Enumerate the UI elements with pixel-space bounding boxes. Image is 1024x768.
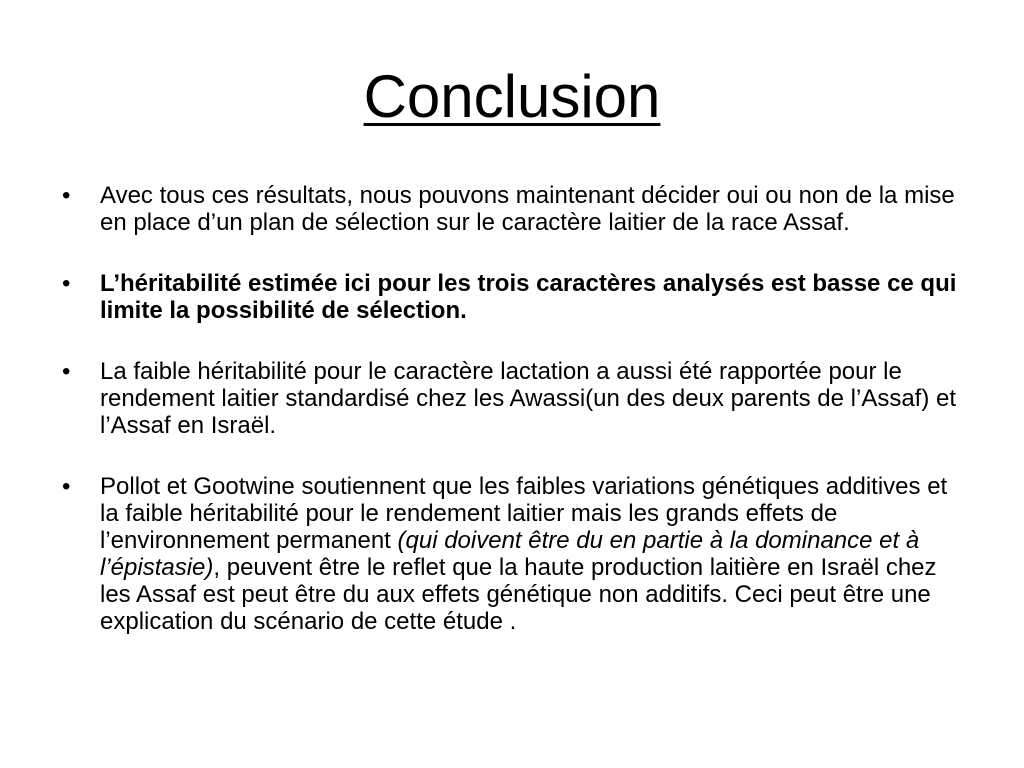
bullet-text: L’héritabilité estimée ici pour les trois caractères analysés est basse ce qui limite la possibilité de sélection. bbox=[100, 270, 957, 324]
bullet-text: Avec tous ces résultats, nous pouvons maintenant décider oui ou non de la mise en place d’un plan de sélection sur le caractère laitier de la race Assaf. bbox=[100, 182, 955, 236]
bullet-item bbox=[62, 182, 962, 236]
bullet-item bbox=[62, 358, 962, 439]
bullet-item bbox=[62, 473, 962, 635]
bullet-text-part: , peuvent être le reflet que la haute production laitière en Israël chez les Assaf est peut être du aux effets génétique non additifs. Ceci peut être une explication du scénario de cette étude . bbox=[100, 554, 937, 635]
bullet-item bbox=[62, 270, 962, 324]
bullet-icon: • bbox=[62, 182, 71, 209]
bullet-text bbox=[100, 473, 947, 635]
bullet-text-part: Pollot et Gootwine soutiennent que les faibles variations génétiques additives et la faible héritabilité pour le rendement laitier mais les grands effets de l’environnement permanent bbox=[100, 473, 948, 554]
slide-title: Conclusion bbox=[363, 63, 661, 130]
bullet-text-italic: (qui doivent être du en partie à la dominance et à l’épistasie) bbox=[100, 527, 920, 581]
bullet-icon: • bbox=[62, 358, 71, 385]
bullet-list bbox=[62, 182, 962, 669]
bullet-text: La faible héritabilité pour le caractère lactation a aussi été rapportée pour le rendement laitier standardisé chez les Awassi(un des deux parents de l’Assaf) et l’Assaf en Israël. bbox=[100, 358, 957, 439]
bullet-icon: • bbox=[62, 270, 71, 297]
bullet-icon: • bbox=[62, 473, 71, 500]
